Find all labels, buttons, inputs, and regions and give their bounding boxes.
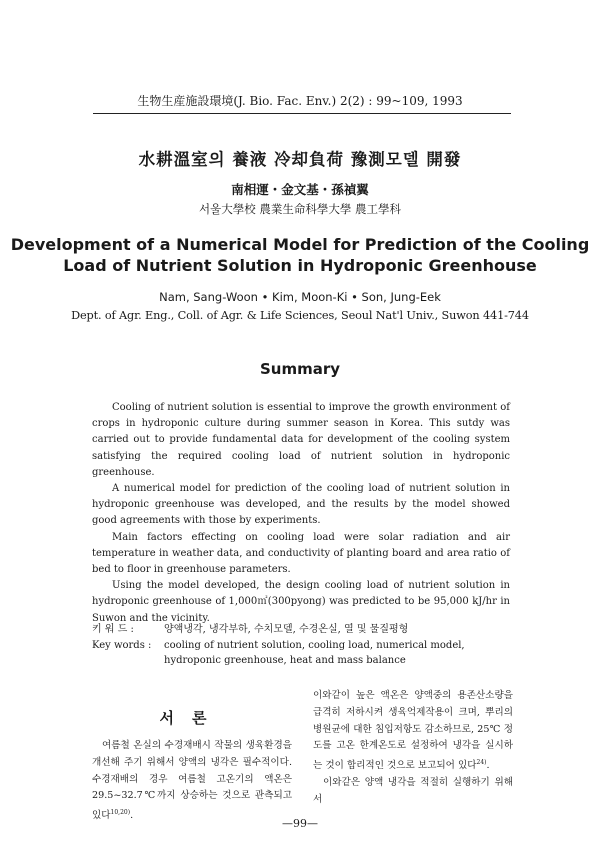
english-title-line2: Load of Nutrient Solution in Hydroponic Greenhouse [63,256,537,275]
section-title-introduction: 서론 [159,709,225,727]
body-column-right [313,688,513,809]
korean-keywords-row [92,622,510,638]
english-keywords-row [92,638,510,669]
abstract-paragraph: Using the model developed, the design cooling load of nutrient solution in hydroponic greenhouse of 1,000㎡(300pyong) was predicted to be 95,000 kJ/hr in Suwon and the vicinity. [92,580,510,624]
english-title [0,234,600,276]
body-text: 이와같이 높은 액온은 양액중의 용존산소량을 급격히 저하시켜 생육억제작용이 크며, 뿌리의 병원균에 대한 침입저항도 감소하므로, 25℃ 정도를 고온 한계온도로 설정하여 냉각을 실시하는 것이 합리적인 것으로 보고되어 있다 [313,690,513,772]
summary-heading: Summary [259,360,341,378]
body-column-left [92,738,292,825]
journal-header: 生物生産施設環境(J. Bio. Fac. Env.) 2(2) : 99~109, 1993 [137,94,463,108]
korean-keywords-label: 키 워 드 : [92,624,134,635]
korean-title: 水耕溫室의 養液 冷却負荷 豫測모델 開發 [138,150,462,169]
english-title-line1: Development of a Numerical Model for Prediction of the Cooling [10,235,590,254]
keywords-block [92,622,510,669]
reference-superscript: 10,20) [110,809,131,817]
english-keywords: cooling of nutrient solution, cooling load, numerical model, hydroponic greenhouse, heat and mass balance [164,639,465,666]
body-paragraph: 여름철 온실의 수경재배시 작물의 생육환경을 개선해 주기 위해서 양액의 냉각은 필수적이다. 수경재배의 경우 여름철 고온기의 액온은 29.5~32.7℃까지 상승하는 것으로 관측되고 있다$^{10,20)}$. [92,740,292,822]
korean-authors: 南相運・金文基・孫禎翼 [231,182,369,197]
abstract-paragraph: Cooling of nutrient solution is essential to improve the growth environment of crops in hydroponic culture during summer season in Korea. This sutdy was carried out to provide fundamental data for development of the cooling system satisfying the required cooling load of nutrient solution in hydroponic greenhouse. [92,402,510,478]
page-number: —99— [282,817,318,830]
abstract-paragraph: Main factors effecting on cooling load were solar radiation and air temperature in weather data, and conductivity of planting board and area ratio of bed to floor in greenhouse parameters. [92,531,510,576]
english-affiliation: Dept. of Agr. Eng., Coll. of Agr. & Life Sciences, Seoul Nat'l Univ., Suwon 441-744 [71,309,529,322]
english-authors: Nam, Sang-Woon • Kim, Moon-Ki • Son, Jung-Eek [159,290,441,304]
reference-superscript: 24) [476,759,487,767]
abstract-paragraph: A numerical model for prediction of the cooling load of nutrient solution in hydroponic greenhouse was developed, and the results by the model showed good agreements with those by experiments. [92,483,510,527]
body-paragraph: 이와같이 높은 액온은 양액중의 용존산소량을 급격히 저하시켜 생육억제작용이 크며, 뿌리의 병원균에 대한 침입저항도 감소하므로, 25℃ 정도를 고온 한계온도로 설정하여 냉각을 실시하는 것이 합리적인 것으로 보고되어 있다$^{24)}$. [313,690,513,772]
korean-keywords: 양액냉각, 냉각부하, 수치모델, 수경온실, 열 및 물질평형 [164,624,409,635]
header-rule [93,113,511,114]
body-paragraph: 이와같은 양액 냉각을 적절히 실행하기 위해서 [313,777,513,805]
abstract [92,400,510,627]
english-keywords-label: Key words : [92,639,152,651]
body-text: 여름철 온실의 수경재배시 작물의 생육환경을 개선해 주기 위해서 양액의 냉각은 필수적이다. 수경재배의 경우 여름철 고온기의 액온은 29.5~32.7℃까지 상승하는 것으로 관측되고 있다 [92,740,292,822]
korean-affiliation: 서울大學校 農業生命科學大學 農工學科 [198,202,402,216]
